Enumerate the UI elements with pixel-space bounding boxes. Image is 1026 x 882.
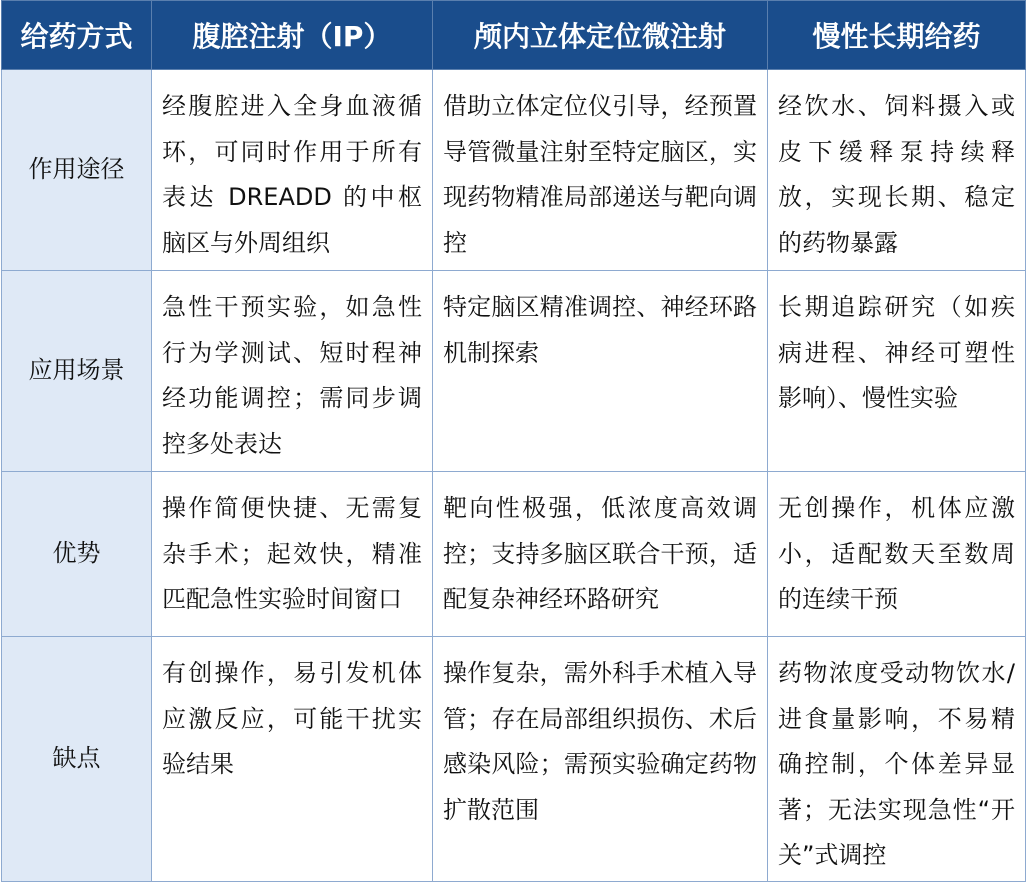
header-ip-injection: 腹腔注射（IP） bbox=[152, 1, 433, 70]
comparison-table bbox=[1, 0, 1026, 882]
table-cell: 特定脑区精准调控、神经环路机制探索 bbox=[433, 271, 768, 472]
row-label: 优势 bbox=[2, 472, 152, 637]
header-row bbox=[2, 1, 1026, 70]
row-label: 应用场景 bbox=[2, 271, 152, 472]
row-label: 作用途径 bbox=[2, 70, 152, 271]
table-cell: 药物浓度受动物饮水/进食量影响，不易精确控制，个体差异显著；无法实现急性“开关”式调控 bbox=[768, 637, 1026, 882]
table-row bbox=[2, 637, 1026, 882]
table-cell: 长期追踪研究（如疾病进程、神经可塑性影响）、慢性实验 bbox=[768, 271, 1026, 472]
header-chronic-dosing: 慢性长期给药 bbox=[768, 1, 1026, 70]
table-row bbox=[2, 472, 1026, 637]
header-stereotaxic-injection: 颅内立体定位微注射 bbox=[433, 1, 768, 70]
table-cell: 经腹腔进入全身血液循环，可同时作用于所有表达 DREADD 的中枢脑区与外周组织 bbox=[152, 70, 433, 271]
table-cell: 靶向性极强，低浓度高效调控；支持多脑区联合干预，适配复杂神经环路研究 bbox=[433, 472, 768, 637]
table-cell: 无创操作，机体应激小，适配数天至数周的连续干预 bbox=[768, 472, 1026, 637]
table-cell: 有创操作，易引发机体应激反应，可能干扰实验结果 bbox=[152, 637, 433, 882]
table-row bbox=[2, 70, 1026, 271]
table-cell: 借助立体定位仪引导，经预置导管微量注射至特定脑区，实现药物精准局部递送与靶向调控 bbox=[433, 70, 768, 271]
header-method: 给药方式 bbox=[2, 1, 152, 70]
table-cell: 操作复杂，需外科手术植入导管；存在局部组织损伤、术后感染风险；需预实验确定药物扩散范围 bbox=[433, 637, 768, 882]
table-row bbox=[2, 271, 1026, 472]
table-cell: 经饮水、饲料摄入或皮下缓释泵持续释放，实现长期、稳定的药物暴露 bbox=[768, 70, 1026, 271]
row-label: 缺点 bbox=[2, 637, 152, 882]
table-cell: 操作简便快捷、无需复杂手术；起效快，精准匹配急性实验时间窗口 bbox=[152, 472, 433, 637]
table-cell: 急性干预实验，如急性行为学测试、短时程神经功能调控；需同步调控多处表达 bbox=[152, 271, 433, 472]
